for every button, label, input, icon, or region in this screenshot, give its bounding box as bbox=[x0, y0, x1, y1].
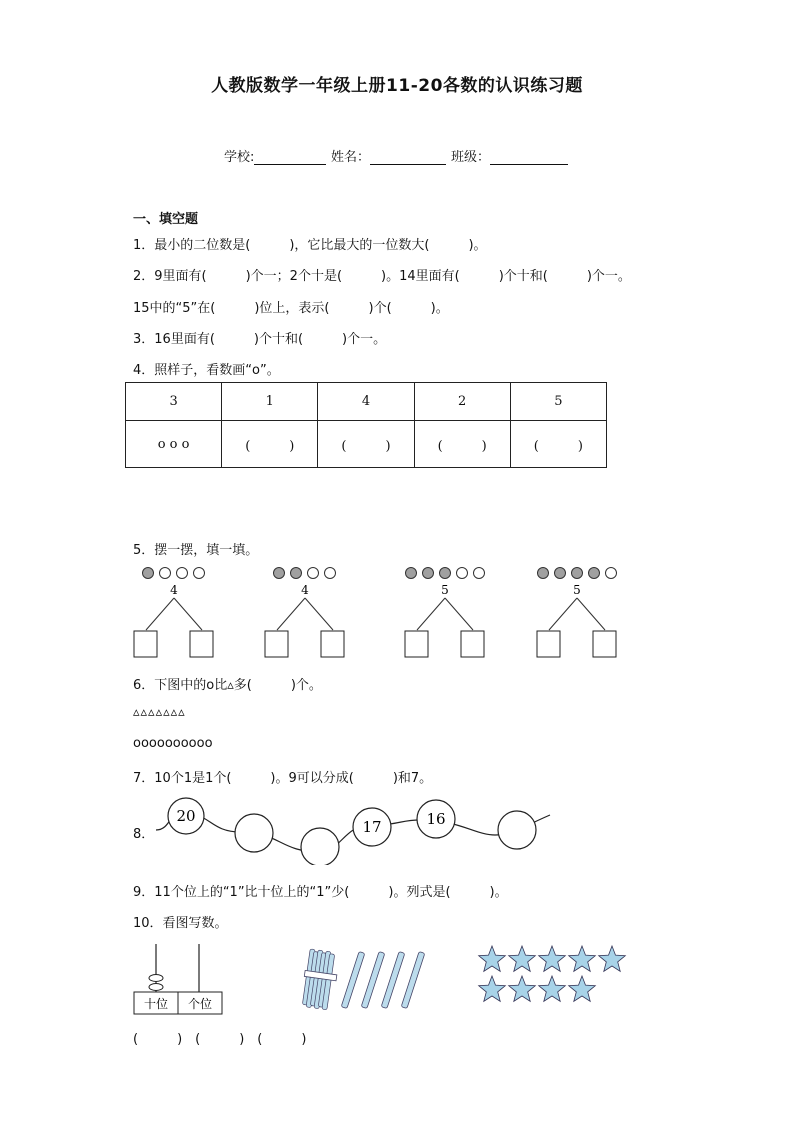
q5-bond-line bbox=[277, 598, 305, 630]
q4-answer-cell[interactable]: ( ) bbox=[222, 421, 318, 468]
name-blank[interactable] bbox=[370, 150, 446, 165]
q4-number-cell: 3 bbox=[126, 383, 222, 421]
q5-bond-line bbox=[174, 598, 202, 630]
q5-counter-dot bbox=[589, 568, 600, 579]
chain-curve bbox=[156, 812, 550, 852]
q5-answer-box[interactable] bbox=[190, 631, 213, 657]
question-2-continued: 15中的“5”在( )位上，表示( )个( )。 bbox=[133, 301, 449, 316]
q4-number-cell: 1 bbox=[222, 383, 318, 421]
q5-counter-dot bbox=[555, 568, 566, 579]
q5-counter-dot bbox=[606, 568, 617, 579]
q5-bond-line bbox=[577, 598, 605, 630]
loose-stick bbox=[381, 951, 405, 1008]
q5-counter-dot bbox=[440, 568, 451, 579]
abacus bbox=[130, 942, 230, 1017]
q4-table bbox=[125, 382, 607, 468]
q5-answer-box[interactable] bbox=[134, 631, 157, 657]
question-7: 7．10个1是1个( )。9可以分成( )和7。 bbox=[133, 771, 433, 786]
q5-bond-line bbox=[305, 598, 333, 630]
q4-number-cell: 2 bbox=[414, 383, 510, 421]
q5-total-number: 5 bbox=[441, 583, 449, 597]
question-8-label: 8． bbox=[133, 827, 155, 842]
q4-number-row bbox=[126, 383, 607, 421]
q5-bond-line bbox=[146, 598, 174, 630]
q8-blank-circle[interactable] bbox=[301, 828, 339, 865]
q5-counter-dot bbox=[291, 568, 302, 579]
q6-triangle-row: ▵▵▵▵▵▵▵ bbox=[133, 705, 186, 720]
question-10: 10．看图写数。 bbox=[133, 916, 228, 931]
school-field bbox=[224, 146, 326, 165]
q8-number-label: 16 bbox=[426, 810, 446, 828]
q5-counter-dot bbox=[423, 568, 434, 579]
star-shape bbox=[509, 946, 536, 971]
counting-sticks bbox=[298, 945, 448, 1015]
q5-counter-dot bbox=[177, 568, 188, 579]
q5-answer-box[interactable] bbox=[593, 631, 616, 657]
q5-bond-line bbox=[417, 598, 445, 630]
q8-number-label: 20 bbox=[176, 807, 196, 825]
q6-circle-row: οοοοοοοοοο bbox=[133, 736, 213, 751]
star-shape bbox=[539, 946, 566, 971]
question-2: 2．9里面有( )个一；2个十是( )。14里面有( )个十和( )个一。 bbox=[133, 269, 631, 284]
name-label: 姓名： bbox=[331, 150, 371, 165]
name-field bbox=[331, 146, 446, 165]
q5-counter-dot bbox=[274, 568, 285, 579]
q4-answer-cell[interactable]: ( ) bbox=[510, 421, 606, 468]
q5-bond-line bbox=[445, 598, 473, 630]
q5-counter-dot bbox=[474, 568, 485, 579]
abacus-tens-label: 十位 bbox=[143, 997, 169, 1011]
class-blank[interactable] bbox=[490, 150, 568, 165]
q5-counter-dot bbox=[406, 568, 417, 579]
star-shape bbox=[599, 946, 626, 971]
q5-answer-box[interactable] bbox=[537, 631, 560, 657]
q4-answer-cell[interactable]: ( ) bbox=[414, 421, 510, 468]
question-1: 1．最小的二位数是( )，它比最大的一位数大( )。 bbox=[133, 238, 487, 253]
q8-blank-circle[interactable] bbox=[235, 814, 273, 852]
q5-counter-dot bbox=[194, 568, 205, 579]
stick-bundle bbox=[302, 949, 336, 1010]
q5-diagrams bbox=[0, 560, 794, 665]
q8-number-label: 17 bbox=[362, 818, 382, 836]
star-shape bbox=[479, 976, 506, 1001]
q4-number-cell: 5 bbox=[510, 383, 606, 421]
q5-bond-line bbox=[549, 598, 577, 630]
question-9: 9．11个位上的“1”比十位上的“1”少( )。列式是( )。 bbox=[133, 885, 508, 900]
star-shape bbox=[539, 976, 566, 1001]
question-3: 3．16里面有( )个十和( )个一。 bbox=[133, 332, 387, 347]
q5-answer-box[interactable] bbox=[265, 631, 288, 657]
loose-stick bbox=[361, 951, 385, 1008]
q8-blank-circle[interactable] bbox=[498, 811, 536, 849]
q5-counter-dot bbox=[160, 568, 171, 579]
q5-answer-box[interactable] bbox=[461, 631, 484, 657]
section-heading: 一、填空题 bbox=[133, 212, 199, 227]
q5-total-number: 4 bbox=[170, 583, 178, 597]
q5-counter-dot bbox=[143, 568, 154, 579]
star-shape bbox=[479, 946, 506, 971]
star-shape bbox=[569, 946, 596, 971]
q10-answer-blanks[interactable]: ( ) ( ) ( ) bbox=[133, 1032, 307, 1047]
q5-counter-dot bbox=[457, 568, 468, 579]
school-label: 学校: bbox=[224, 150, 255, 165]
q5-counter-dot bbox=[572, 568, 583, 579]
loose-stick bbox=[341, 951, 365, 1008]
abacus-bead bbox=[149, 984, 163, 991]
star-group bbox=[476, 944, 636, 1006]
question-6: 6．下图中的ο比▵多( )个。 bbox=[133, 678, 322, 693]
q5-answer-box[interactable] bbox=[321, 631, 344, 657]
star-shape bbox=[569, 976, 596, 1001]
q5-counter-dot bbox=[308, 568, 319, 579]
q4-example-cell: ο ο ο bbox=[126, 421, 222, 468]
star-shape bbox=[509, 976, 536, 1001]
abacus-ones-label: 个位 bbox=[187, 997, 213, 1011]
question-4: 4．照样子，看数画“ο”。 bbox=[133, 363, 280, 378]
class-label: 班级： bbox=[451, 150, 491, 165]
question-5: 5．摆一摆，填一填。 bbox=[133, 543, 259, 558]
class-field bbox=[451, 146, 568, 165]
q4-number-cell: 4 bbox=[318, 383, 414, 421]
q4-answer-row bbox=[126, 421, 607, 468]
q5-total-number: 5 bbox=[573, 583, 581, 597]
page-title: 人教版数学一年级上册11-20各数的认识练习题 bbox=[211, 76, 583, 96]
q5-answer-box[interactable] bbox=[405, 631, 428, 657]
q5-counter-dot bbox=[538, 568, 549, 579]
q8-number-chain bbox=[150, 790, 570, 865]
q4-answer-cell[interactable]: ( ) bbox=[318, 421, 414, 468]
loose-stick bbox=[401, 951, 425, 1008]
q5-counter-dot bbox=[325, 568, 336, 579]
school-blank[interactable] bbox=[254, 150, 326, 165]
abacus-bead bbox=[149, 975, 163, 982]
q5-total-number: 4 bbox=[301, 583, 309, 597]
